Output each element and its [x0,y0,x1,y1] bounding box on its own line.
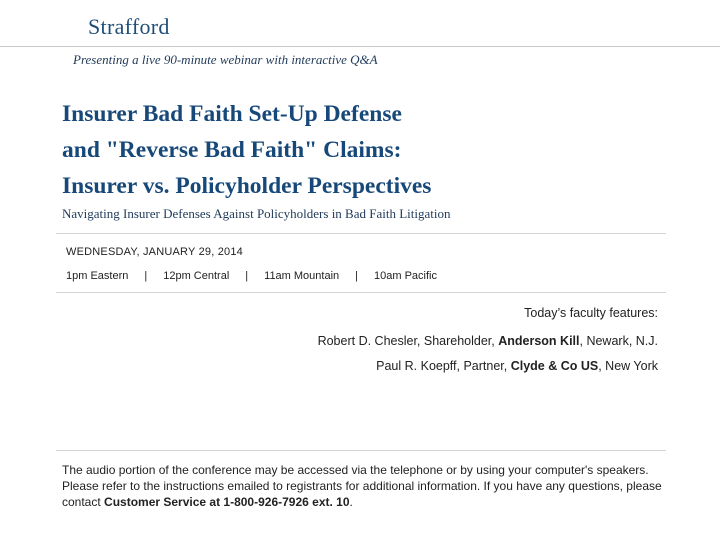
time-separator: | [245,270,249,282]
faculty-heading: Today’s faculty features: [524,306,658,320]
footer-end: . [349,495,353,509]
audio-instructions [62,462,662,510]
faculty-location: , New York [598,359,658,373]
time-eastern: 1pm Eastern [66,270,129,282]
faculty-member-2 [376,359,658,373]
page-title [62,96,431,204]
faculty-member-1 [318,334,658,348]
time-mountain: 11am Mountain [264,270,340,282]
footer-text: The audio portion of the conference may be accessed via the telephone or by using your computer's speakers. Please refer to the instructions emailed to registrants for additional information. If you have any questions, please contact [62,463,662,509]
title-line-3: Insurer vs. Policyholder Perspectives [62,173,432,199]
time-separator: | [144,270,148,282]
title-line-1: Insurer Bad Faith Set-Up Defense [62,101,402,127]
faculty-firm: Clyde & Co US [510,359,599,373]
time-separator: | [355,270,359,282]
time-pacific: 10am Pacific [374,270,437,282]
time-central: 12pm Central [163,270,230,282]
footer-divider [56,450,666,451]
customer-service-contact: Customer Service at 1-800-926-7926 ext. 10 [104,495,350,509]
faculty-name-title: Paul R. Koepff, Partner, [376,359,511,373]
faculty-location: , Newark, N.J. [579,334,658,348]
header-divider [0,46,720,47]
page-subtitle: Navigating Insurer Defenses Against Policyholders in Bad Faith Litigation [62,206,451,221]
title-line-2: and "Reverse Bad Faith" Claims: [62,137,402,163]
faculty-firm: Anderson Kill [498,334,580,348]
strafford-logo: Strafford [88,14,170,39]
webinar-tagline: Presenting a live 90-minute webinar with interactive Q&A [73,52,378,67]
faculty-name-title: Robert D. Chesler, Shareholder, [317,334,499,348]
title-divider [56,233,666,234]
webinar-date: WEDNESDAY, JANUARY 29, 2014 [66,246,243,258]
webinar-times [66,270,437,282]
schedule-divider [56,292,666,293]
